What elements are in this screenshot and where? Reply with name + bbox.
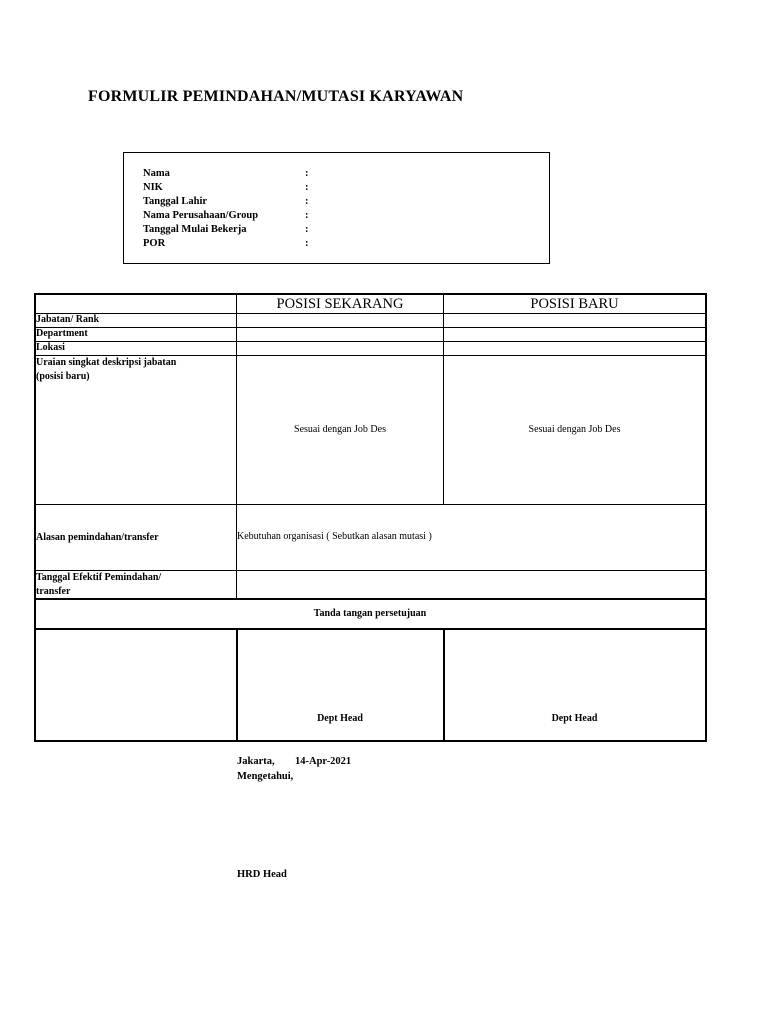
col-divider: [236, 628, 238, 741]
alasan-value: Kebutuhan organisasi ( Sebutkan alasan mutasi ): [237, 531, 432, 542]
label-uraian-line2: (posisi baru): [36, 371, 90, 382]
info-row-nik: [143, 181, 309, 195]
table-border-right: [705, 293, 707, 742]
row-divider: [34, 327, 706, 328]
label-lokasi: Lokasi: [36, 342, 65, 353]
info-row-mulai-bekerja: [143, 223, 309, 237]
row-divider: [34, 504, 706, 505]
row-divider: [34, 313, 706, 314]
info-label: Tanggal Lahir: [143, 196, 208, 207]
info-colon: :: [305, 238, 309, 249]
info-colon: :: [305, 182, 309, 193]
info-label: POR: [143, 238, 166, 249]
info-row-nama: [143, 167, 309, 181]
info-label: Nama: [143, 168, 170, 179]
label-uraian-line1: Uraian singkat deskripsi jabatan: [36, 357, 177, 368]
col-divider: [236, 293, 237, 599]
info-colon: :: [305, 196, 309, 207]
label-department: Department: [36, 328, 88, 339]
footer-hrd-head: HRD Head: [237, 869, 287, 880]
footer-date: 14-Apr-2021: [295, 756, 352, 767]
uraian-current-value: Sesuai dengan Job Des: [294, 424, 386, 435]
employee-info-box: [123, 152, 550, 264]
info-label: NIK: [143, 182, 163, 193]
form-title: FORMULIR PEMINDAHAN/MUTASI KARYAWAN: [88, 88, 464, 105]
table-border-bottom: [34, 740, 706, 742]
footer-mengetahui: Mengetahui,: [237, 771, 294, 782]
row-divider: [34, 598, 706, 600]
info-label: Tanggal Mulai Bekerja: [143, 224, 247, 235]
info-colon: :: [305, 224, 309, 235]
label-alasan: Alasan pemindahan/transfer: [36, 532, 159, 543]
info-row-perusahaan: [143, 209, 309, 223]
label-tanggal-line2: transfer: [36, 586, 71, 597]
header-posisi-sekarang: POSISI SEKARANG: [276, 296, 404, 312]
approval-header: Tanda tangan persetujuan: [313, 608, 427, 619]
row-divider: [34, 628, 706, 630]
uraian-new-value: Sesuai dengan Job Des: [528, 424, 621, 435]
row-divider: [34, 341, 706, 342]
signature-dept-head-new: Dept Head: [551, 713, 598, 724]
col-divider: [443, 293, 444, 505]
label-tanggal-line1: Tanggal Efektif Pemindahan/: [36, 572, 162, 583]
info-colon: :: [305, 168, 309, 179]
col-divider: [443, 628, 445, 741]
info-row-por: [143, 237, 309, 251]
info-colon: :: [305, 210, 309, 221]
footer-city: Jakarta,: [237, 756, 275, 767]
info-row-tanggal-lahir: [143, 195, 309, 209]
signature-dept-head-current: Dept Head: [317, 713, 363, 724]
header-posisi-baru: POSISI BARU: [530, 296, 619, 312]
label-jabatan: Jabatan/ Rank: [36, 314, 100, 325]
info-label: Nama Perusahaan/Group: [143, 210, 259, 221]
